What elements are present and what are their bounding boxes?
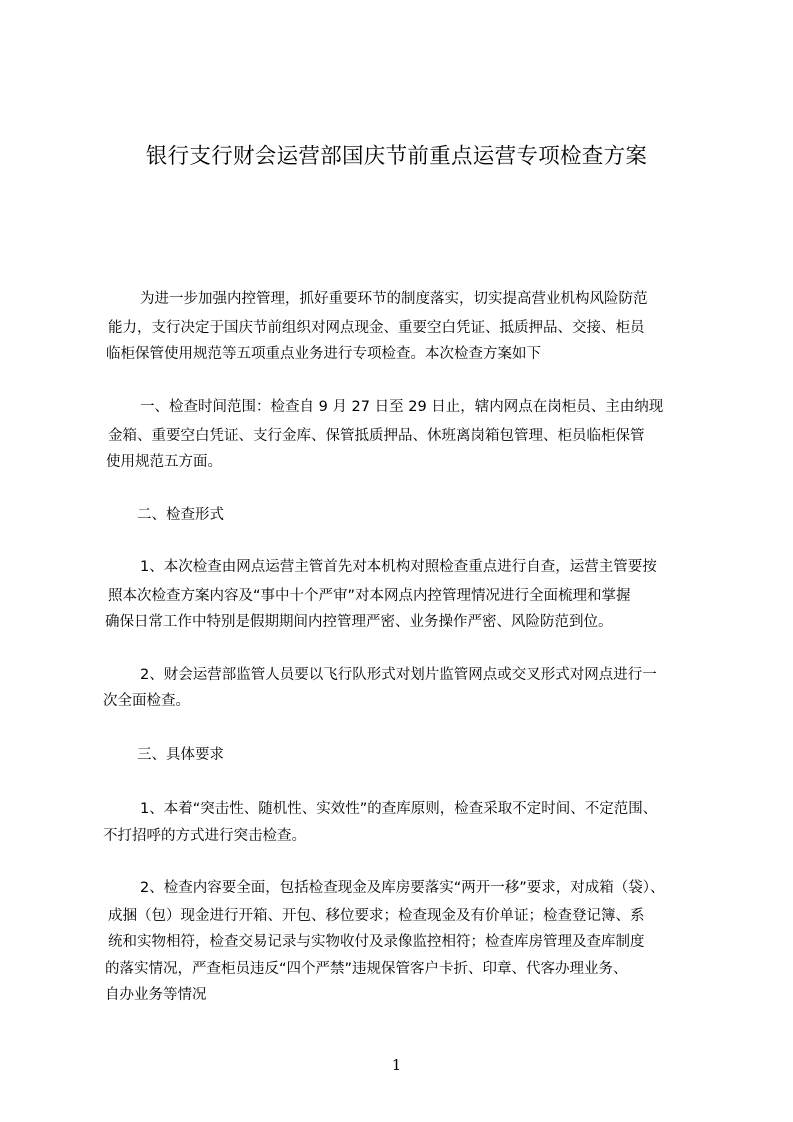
paragraph-line: 使用规范五方面。 (106, 454, 222, 470)
paragraph-line: 金箱、重要空白凭证、支行金库、保管抵质押品、休班离岗箱包管理、柜员临柜保管 (108, 428, 645, 444)
paragraph-line: 不打招呼的方式进行突击检查。 (103, 828, 306, 844)
section-heading-line: 一、检查时间范围：检查自 9 月 27 日至 29 日止，辖内网点在岗柜员、主由纳现 (140, 399, 664, 415)
paragraph-line: 自办业务等情况 (105, 987, 207, 1003)
paragraph-line: 临柜保管使用规范等五项重点业务进行专项检查。本次检查方案如下 (106, 346, 541, 362)
paragraph-line: 成捆（包）现金进行开箱、开包、移位要求；检查现金及有价单证；检查登记簿、系 (108, 908, 645, 924)
page-number: 1 (391, 1056, 402, 1074)
paragraph-line: 统和实物相符，检查交易记录与实物收付及录像监控相符；检查库房管理及查库制度 (108, 934, 645, 950)
paragraph-line: 照本次检查方案内容及“事中十个严审”对本网点内控管理情况进行全面梳理和掌握 (108, 588, 631, 604)
section-heading: 二、检查形式 (137, 507, 224, 523)
paragraph-line: 次全面检查。 (103, 693, 190, 709)
paragraph-line: 2、财会运营部监管人员要以飞行队形式对划片监管网点或交叉形式对网点进行一 (140, 667, 657, 683)
paragraph-line: 确保日常工作中特别是假期期间内控管理严密、业务操作严密、风险防范到位。 (105, 614, 613, 630)
paragraph-line: 的落实情况，严查柜员违反“四个严禁”违规保管客户卡折、印章、代客办理业务、 (105, 961, 628, 977)
paragraph-line: 1、本着“突击性、随机性、实效性”的查库原则，检查采取不定时间、不定范围、 (140, 801, 658, 817)
paragraph-line: 为进一步加强内控管理，抓好重要环节的制度落实，切实提高营业机构风险防范 (140, 291, 648, 307)
paragraph-line: 2、检查内容要全面，包括检查现金及库房要落实“两开一移”要求，对成箱（袋）、 (140, 880, 665, 896)
paragraph-line: 1、本次检查由网点运营主管首先对本机构对照检查重点进行自查，运营主管要按 (140, 559, 657, 575)
paragraph-line: 能力，支行决定于国庆节前组织对网点现金、重要空白凭证、抵质押品、交接、柜员 (108, 320, 645, 336)
section-heading: 三、具体要求 (137, 747, 224, 763)
document-title: 银行支行财会运营部国庆节前重点运营专项检查方案 (145, 144, 648, 169)
